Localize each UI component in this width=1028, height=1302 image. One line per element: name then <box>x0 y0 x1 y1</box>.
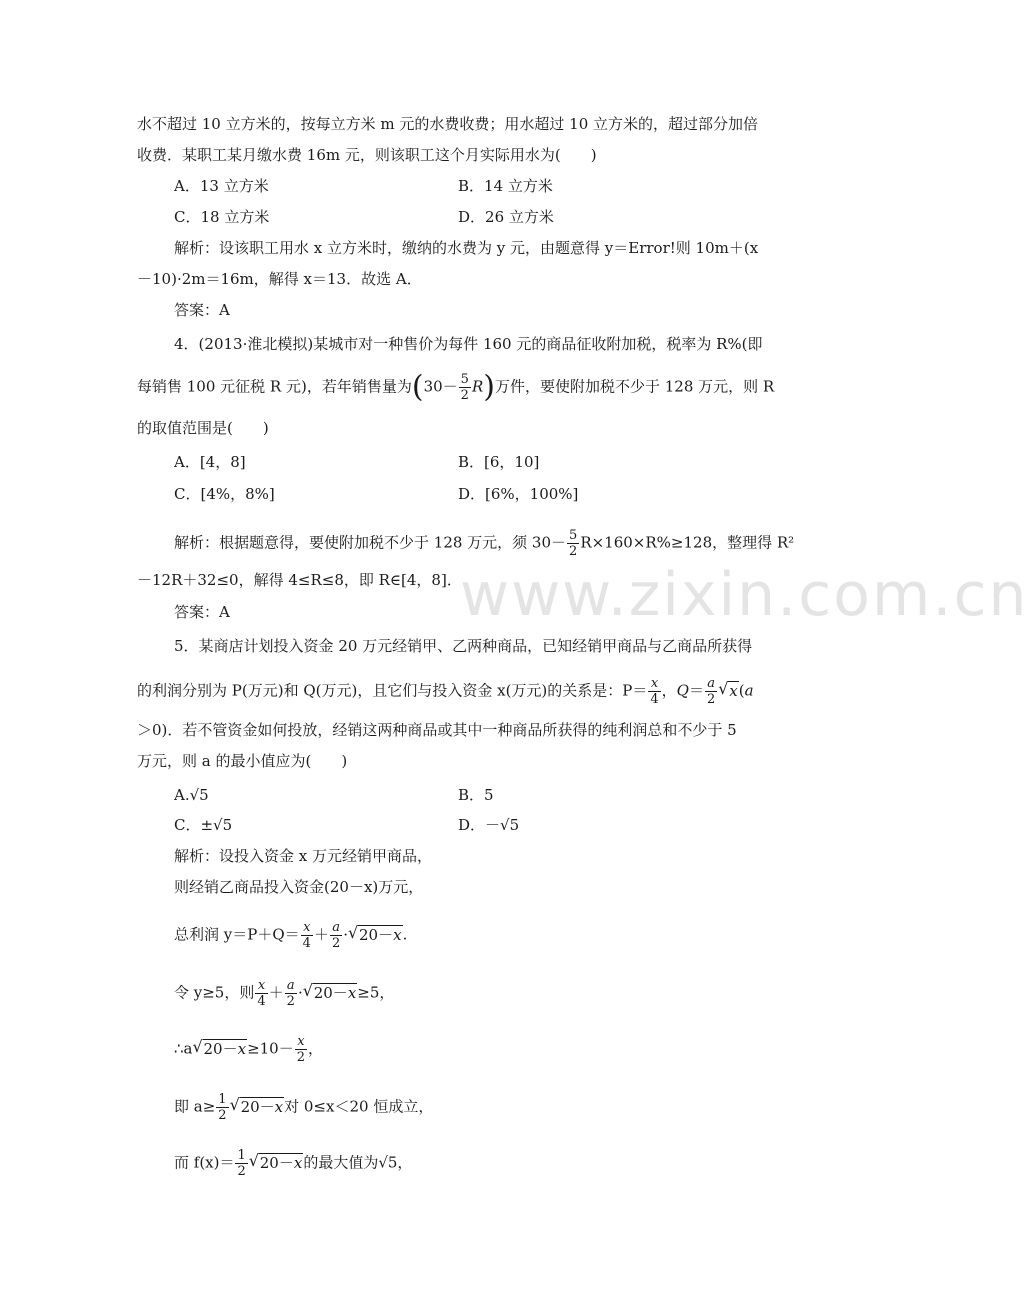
q3-option-d: D．26 立方米 <box>458 208 554 226</box>
q4-answer: 答案：A <box>174 603 230 621</box>
q5-sol3-label: 总利润 y＝P＋Q＝ <box>174 925 300 944</box>
q4-option-d: D．[6%，100%] <box>458 485 579 503</box>
q3-solution-line1: 解析：设该职工用水 x 立方米时，缴纳的水费为 y 元，由题意得 y＝Error!则 10m＋(x <box>174 239 759 257</box>
q4-line2-text-b: 万件，要使附加税不少于 128 万元，则 R <box>494 377 775 396</box>
q3-option-c: C．18 立方米 <box>174 208 270 226</box>
q5-solution-line2: 则经销乙商品投入资金(20－x)万元， <box>174 878 424 896</box>
q5-line4: 万元，则 a 的最小值应为( ) <box>137 752 348 770</box>
q3-line1: 水不超过 10 立方米的，按每立方米 m 元的水费收费；用水超过 10 立方米的，超过部分加倍 <box>137 115 759 133</box>
fraction-x-over-4: $\frac{x}{4}$ <box>257 978 266 1009</box>
q5-solution-line7 <box>174 1148 412 1179</box>
q4-solution-line1 <box>174 528 794 559</box>
q5-solution-line3: 总利润 y＝P＋Q＝ $\frac{x}{4}$ ＋ $\frac{a}{2}$ ·√ 20－x. <box>174 920 407 951</box>
q4-solution-line2: －12R＋32≤0，解得 4≤R≤8，即 R∈[4，8]． <box>137 571 462 589</box>
q4-option-a: A．[4，8] <box>174 453 246 471</box>
fraction-a-over-2: $\frac{a}{2}$ <box>707 676 716 707</box>
q5-line2-text: 的利润分别为 P(万元)和 Q(万元)，且它们与投入资金 x(万元)的关系是：P＝ <box>137 681 648 700</box>
watermark: www.zixin.com.cn <box>460 560 1028 630</box>
fraction-x-over-4: $\frac{x}{4}$ <box>302 920 311 951</box>
fraction-5-over-2: $\frac{5}{2}$ <box>569 528 578 559</box>
q5-line2: 的利润分别为 P(万元)和 Q(万元)，且它们与投入资金 x(万元)的关系是：P＝ $\frac{x}{4}$ ，Q＝ $\frac{a}{2}$ √ x(a <box>137 676 754 707</box>
sqrt-20-minus-x: √ 20－x <box>230 1097 285 1117</box>
fraction-a-over-2: $\frac{a}{2}$ <box>331 920 341 951</box>
q3-line2: 收费．某职工某月缴水费 16m 元，则该职工这个月实际用水为( ) <box>137 146 597 164</box>
q4-line2-text-a: 每销售 100 元征税 R 元)，若年销售量为 <box>137 377 412 396</box>
q5-sol4-label: 令 y≥5，则 <box>174 983 255 1002</box>
left-paren: ( <box>411 369 424 405</box>
sqrt-x: √ x <box>718 681 738 701</box>
fraction-5-over-2: $\frac{5}{2}$ <box>460 372 469 403</box>
q5-option-d: D．－√5 <box>458 816 520 834</box>
q5-sol5-label: ∴a <box>174 1039 193 1058</box>
sqrt-20-minus-x: √ 20－x <box>193 1039 248 1059</box>
sqrt-20-minus-x: √ 20－x <box>303 983 358 1003</box>
q3-option-b: B．14 立方米 <box>458 177 553 195</box>
fraction-x-over-2: $\frac{x}{2}$ <box>296 1034 305 1065</box>
q3-solution-line2: －10)·2m＝16m，解得 x＝13．故选 A． <box>137 270 422 288</box>
q5-line1: 5．某商店计划投入资金 20 万元经销甲、乙两种商品，已知经销甲商品与乙商品所获得 <box>174 637 753 655</box>
q4-line2: 每销售 100 元征税 R 元)，若年销售量为(30－ $\frac{5}{2}$ R)万件，要使附加税不少于 128 万元，则 R <box>137 369 775 405</box>
q5-line3: ＞0)．若不管资金如何投放，经销这两种商品或其中一种商品所获得的纯利润总和不少于 5 <box>137 721 737 739</box>
q5-option-b: B．5 <box>458 786 494 804</box>
right-paren: ) <box>483 369 495 405</box>
q5-solution-line4: 令 y≥5，则 $\frac{x}{4}$ ＋ $\frac{a}{2}$ ·√ 20－x≥5， <box>174 978 394 1009</box>
fraction-1-over-2: $\frac{1}{2}$ <box>237 1148 246 1179</box>
q5-sol7-label: 而 f(x)＝ <box>174 1153 235 1172</box>
sqrt-20-minus-x: √ 20－x <box>348 925 403 945</box>
q4-solution-text-a: 解析：根据题意得，要使附加税不少于 128 万元，须 30－ <box>174 533 567 552</box>
fraction-x-over-4: $\frac{x}{4}$ <box>650 676 659 707</box>
q5-sol6-tail: 对 0≤x＜20 恒成立， <box>284 1097 434 1116</box>
q4-line1: 4．(2013·淮北模拟)某城市对一种售价为每件 160 元的商品征收附加税，税率为 R%(即 <box>174 335 763 353</box>
q3-answer: 答案：A <box>174 301 230 319</box>
q5-solution-line6 <box>174 1092 433 1123</box>
q5-solution-line1: 解析：设投入资金 x 万元经销甲商品， <box>174 847 432 865</box>
q5-option-c: C．±√5 <box>174 816 233 834</box>
q5-solution-line5: ∴a√ 20－x≥10－ $\frac{x}{2}$ ， <box>174 1034 323 1065</box>
q4-line3: 的取值范围是( ) <box>137 419 269 437</box>
q3-option-a: A．13 立方米 <box>174 177 269 195</box>
q4-solution-text-b: R×160×R%≥128，整理得 R² <box>580 533 795 552</box>
sqrt-20-minus-x: √ 20－x <box>249 1153 304 1173</box>
fraction-1-over-2: $\frac{1}{2}$ <box>218 1092 227 1123</box>
q5-sol7-tail: 的最大值为√5， <box>303 1153 413 1172</box>
q4-option-c: C．[4%，8%] <box>174 485 275 503</box>
fraction-a-over-2: $\frac{a}{2}$ <box>286 978 295 1009</box>
q5-sol6-label: 即 a≥ <box>174 1097 216 1116</box>
q4-option-b: B．[6，10] <box>458 453 540 471</box>
q5-option-a: A.√5 <box>174 786 209 804</box>
